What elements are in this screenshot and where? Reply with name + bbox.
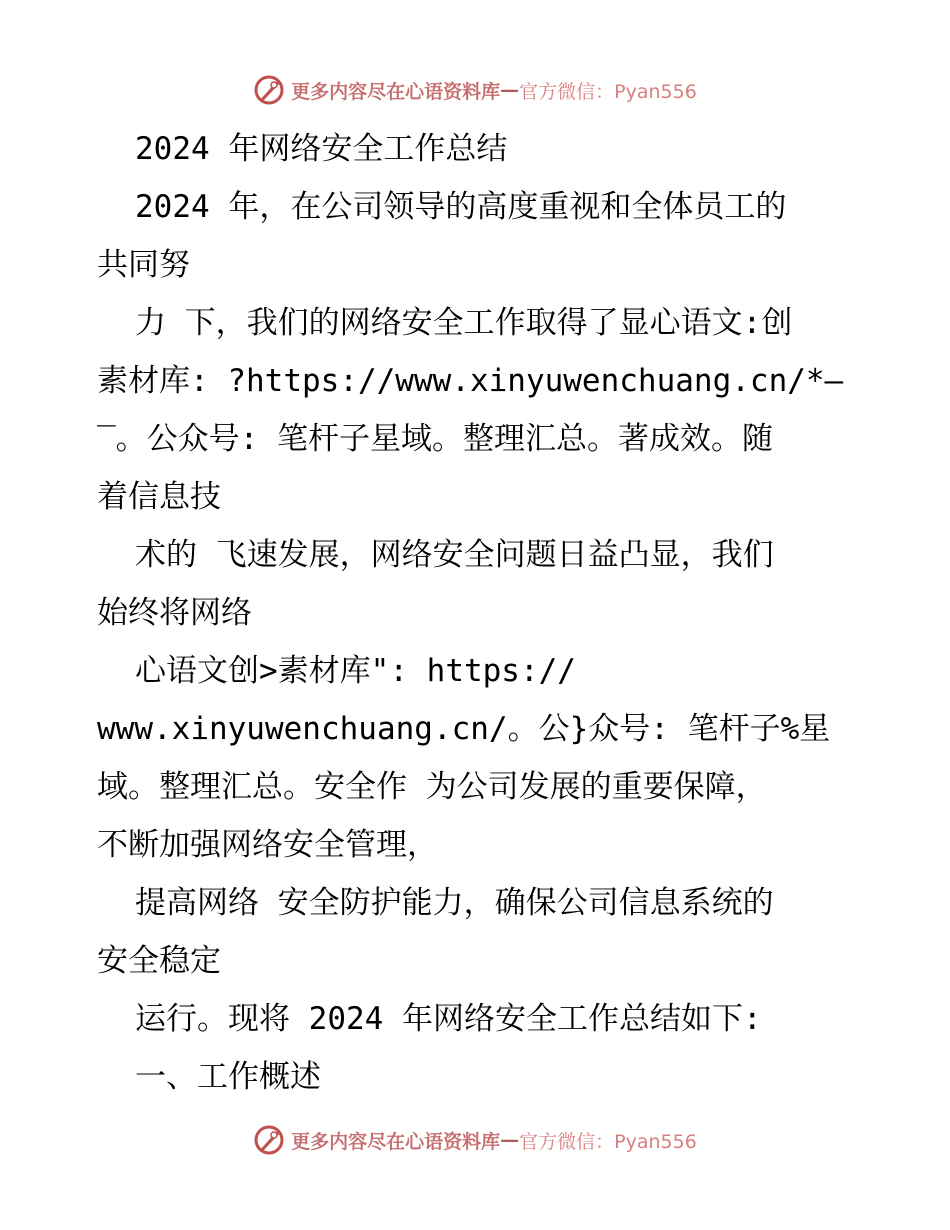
paragraph-line: 素材库: ?https://www.xinyuwenchuang.cn/*— [97,363,844,399]
paragraph-line: 心语文创>素材库": https:// [135,653,576,689]
paragraph-line: 始终将网络 [97,595,252,631]
paragraph-line: 提高网络 安全防护能力，确保公司信息系统的 [135,885,774,921]
paragraph-line: www.xinyuwenchuang.cn/。公}众号: 笔杆子%星 [97,711,831,747]
banner-dash: — [500,79,520,101]
paragraph-line: 术的 飞速发展，网络安全问题日益凸显，我们 [135,537,774,573]
paragraph-line: 力 下，我们的网络安全工作取得了显心语文:创 [135,305,793,341]
banner-wechat: 官方微信：Pyan556 [519,1130,697,1153]
paragraph-line: 着信息技 [97,479,221,515]
paragraph-line: 域。整理汇总。安全作 为公司发展的重要保障， [97,769,767,805]
paragraph-line: 运行。现将 2024 年网络安全工作总结如下: [135,1001,762,1037]
banner-dash: — [500,1129,520,1151]
document-title: 2024 年网络安全工作总结 [135,131,508,167]
paragraph-line: ‾。公众号: 笔杆子星域。整理汇总。著成效。随 [97,421,773,457]
banner-title: 更多内容尽在心语资料库 [291,1130,501,1153]
quill-seal-logo-icon [253,1124,285,1156]
paragraph-line: 安全稳定 [97,943,221,979]
quill-seal-logo-icon [253,74,285,106]
section-heading: 一、工作概述 [135,1059,321,1095]
footer-banner [0,1120,950,1160]
paragraph-line: 2024 年，在公司领导的高度重视和全体员工的 [135,189,787,225]
document-body [97,120,857,1106]
banner-title: 更多内容尽在心语资料库 [291,80,501,103]
banner-wechat: 官方微信：Pyan556 [519,80,697,103]
paragraph-line: 共同努 [97,247,190,283]
paragraph-line: 不断加强网络安全管理， [97,827,438,863]
header-banner [0,70,950,110]
